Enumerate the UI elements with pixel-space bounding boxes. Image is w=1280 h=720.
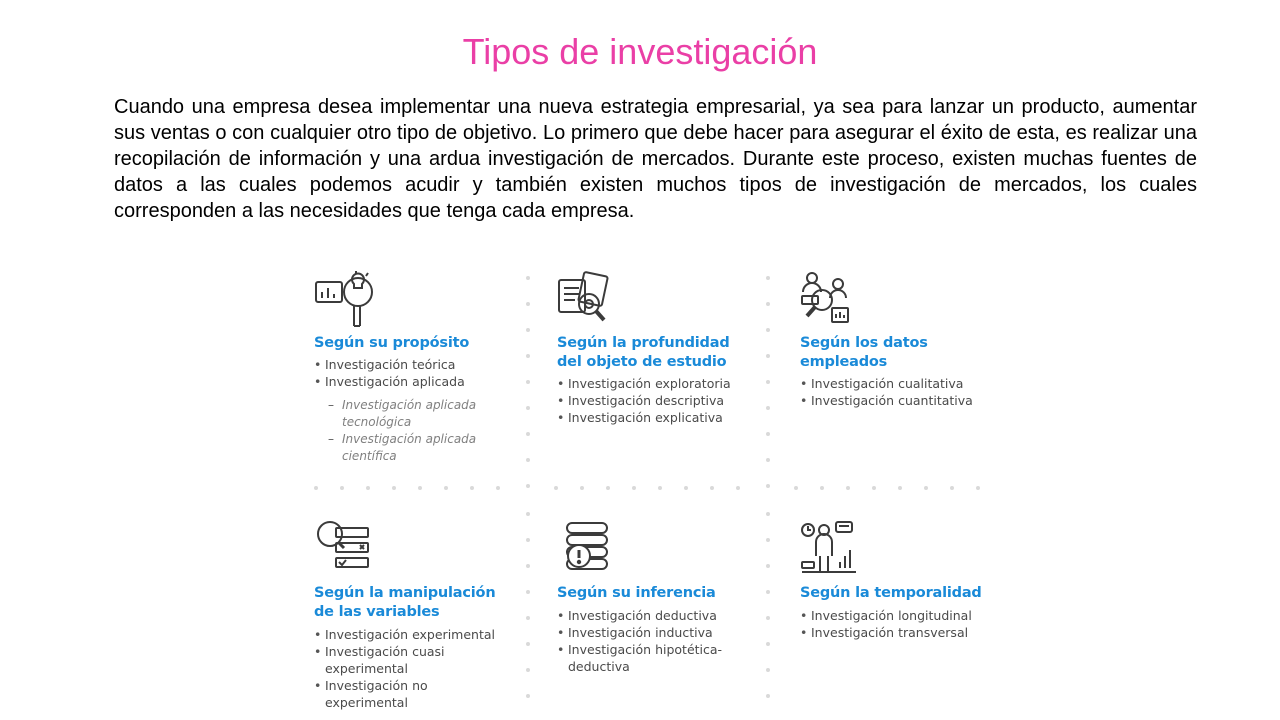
- list-item: • Investigación longitudinal: [800, 607, 1000, 624]
- card-heading-line: Según la temporalidad: [800, 585, 982, 601]
- list-item: • Investigación exploratoria: [557, 375, 757, 392]
- vertical-dotted-divider-2: [764, 270, 772, 720]
- card-heading: [314, 334, 514, 353]
- card-item-list: [314, 626, 514, 711]
- card-item-list: [314, 356, 514, 390]
- card-item-list: [800, 375, 1000, 409]
- page-title: Tipos de investigación: [462, 31, 818, 72]
- vertical-dotted-divider-1: [524, 270, 532, 720]
- card-item-list: [557, 375, 757, 426]
- list-item: • Investigación descriptiva: [557, 392, 757, 409]
- card-heading-line: Según su inferencia: [557, 585, 716, 601]
- database-alert-icon: [557, 520, 617, 576]
- list-item: • Investigación no experimental: [314, 677, 465, 711]
- list-item: • Investigación cualitativa: [800, 375, 1000, 392]
- card-heading: [800, 584, 1000, 603]
- card-heading-line: de las variables: [314, 604, 440, 620]
- list-item: • Investigación hipotética-deductiva: [557, 641, 748, 675]
- card-depth: [557, 270, 757, 480]
- card-heading-line: Según la manipulación: [314, 585, 496, 601]
- card-temporality: [800, 520, 1000, 720]
- people-data-icon: [800, 270, 856, 326]
- card-heading: [557, 584, 757, 603]
- checklist-magnifier-icon: [314, 520, 374, 576]
- person-timeline-icon: [800, 520, 860, 576]
- card-heading-line: Según los datos: [800, 335, 928, 351]
- list-item: • Investigación inductiva: [557, 624, 757, 641]
- intro-paragraph: Cuando una empresa desea implementar una nueva estrategia empresarial, ya sea para lanzar un producto, aumentar sus ventas o con cualquier otro tipo de objetivo. Lo primero que debe hacer para asegurar el éxito de esta, es realizar una recopilación de información y una ardua investigación de mercados. Durante este proceso, existen muchas fuentes de datos a las cuales podemos acudir y también existen muchos tipos de investigación de mercados, los cuales corresponden a las necesidades que tenga cada empresa.: [114, 96, 1197, 222]
- card-inference: [557, 520, 757, 720]
- card-item-list: [557, 607, 757, 675]
- list-item: • Investigación teórica: [314, 356, 514, 373]
- card-heading-line: Según su propósito: [314, 335, 470, 351]
- lightbulb-chart-icon: [314, 270, 378, 330]
- list-item: • Investigación cuasi experimental: [314, 643, 475, 677]
- list-subitem: – Investigación aplicada tecnológica: [314, 397, 514, 431]
- documents-magnifier-icon: [557, 270, 617, 328]
- list-item: • Investigación explicativa: [557, 409, 757, 426]
- list-item: • Investigación transversal: [800, 624, 1000, 641]
- list-item: • Investigación cuantitativa: [800, 392, 1000, 409]
- card-heading-line: del objeto de estudio: [557, 354, 727, 370]
- horizontal-dotted-divider: [310, 484, 990, 492]
- card-heading: [557, 334, 757, 372]
- list-item: • Investigación experimental: [314, 626, 514, 643]
- list-item: • Investigación deductiva: [557, 607, 757, 624]
- card-heading: [800, 334, 1000, 372]
- card-item-list: [800, 607, 1000, 641]
- card-heading-line: Según la profundidad: [557, 335, 730, 351]
- card-variables: [314, 520, 519, 720]
- list-subitem: – Investigación aplicada científica: [314, 431, 514, 465]
- card-data: [800, 270, 1000, 480]
- card-heading-line: empleados: [800, 354, 888, 370]
- card-purpose: [314, 270, 519, 480]
- card-subitem-list: [314, 397, 514, 465]
- list-item: • Investigación aplicada: [314, 373, 514, 390]
- card-heading: [314, 584, 514, 622]
